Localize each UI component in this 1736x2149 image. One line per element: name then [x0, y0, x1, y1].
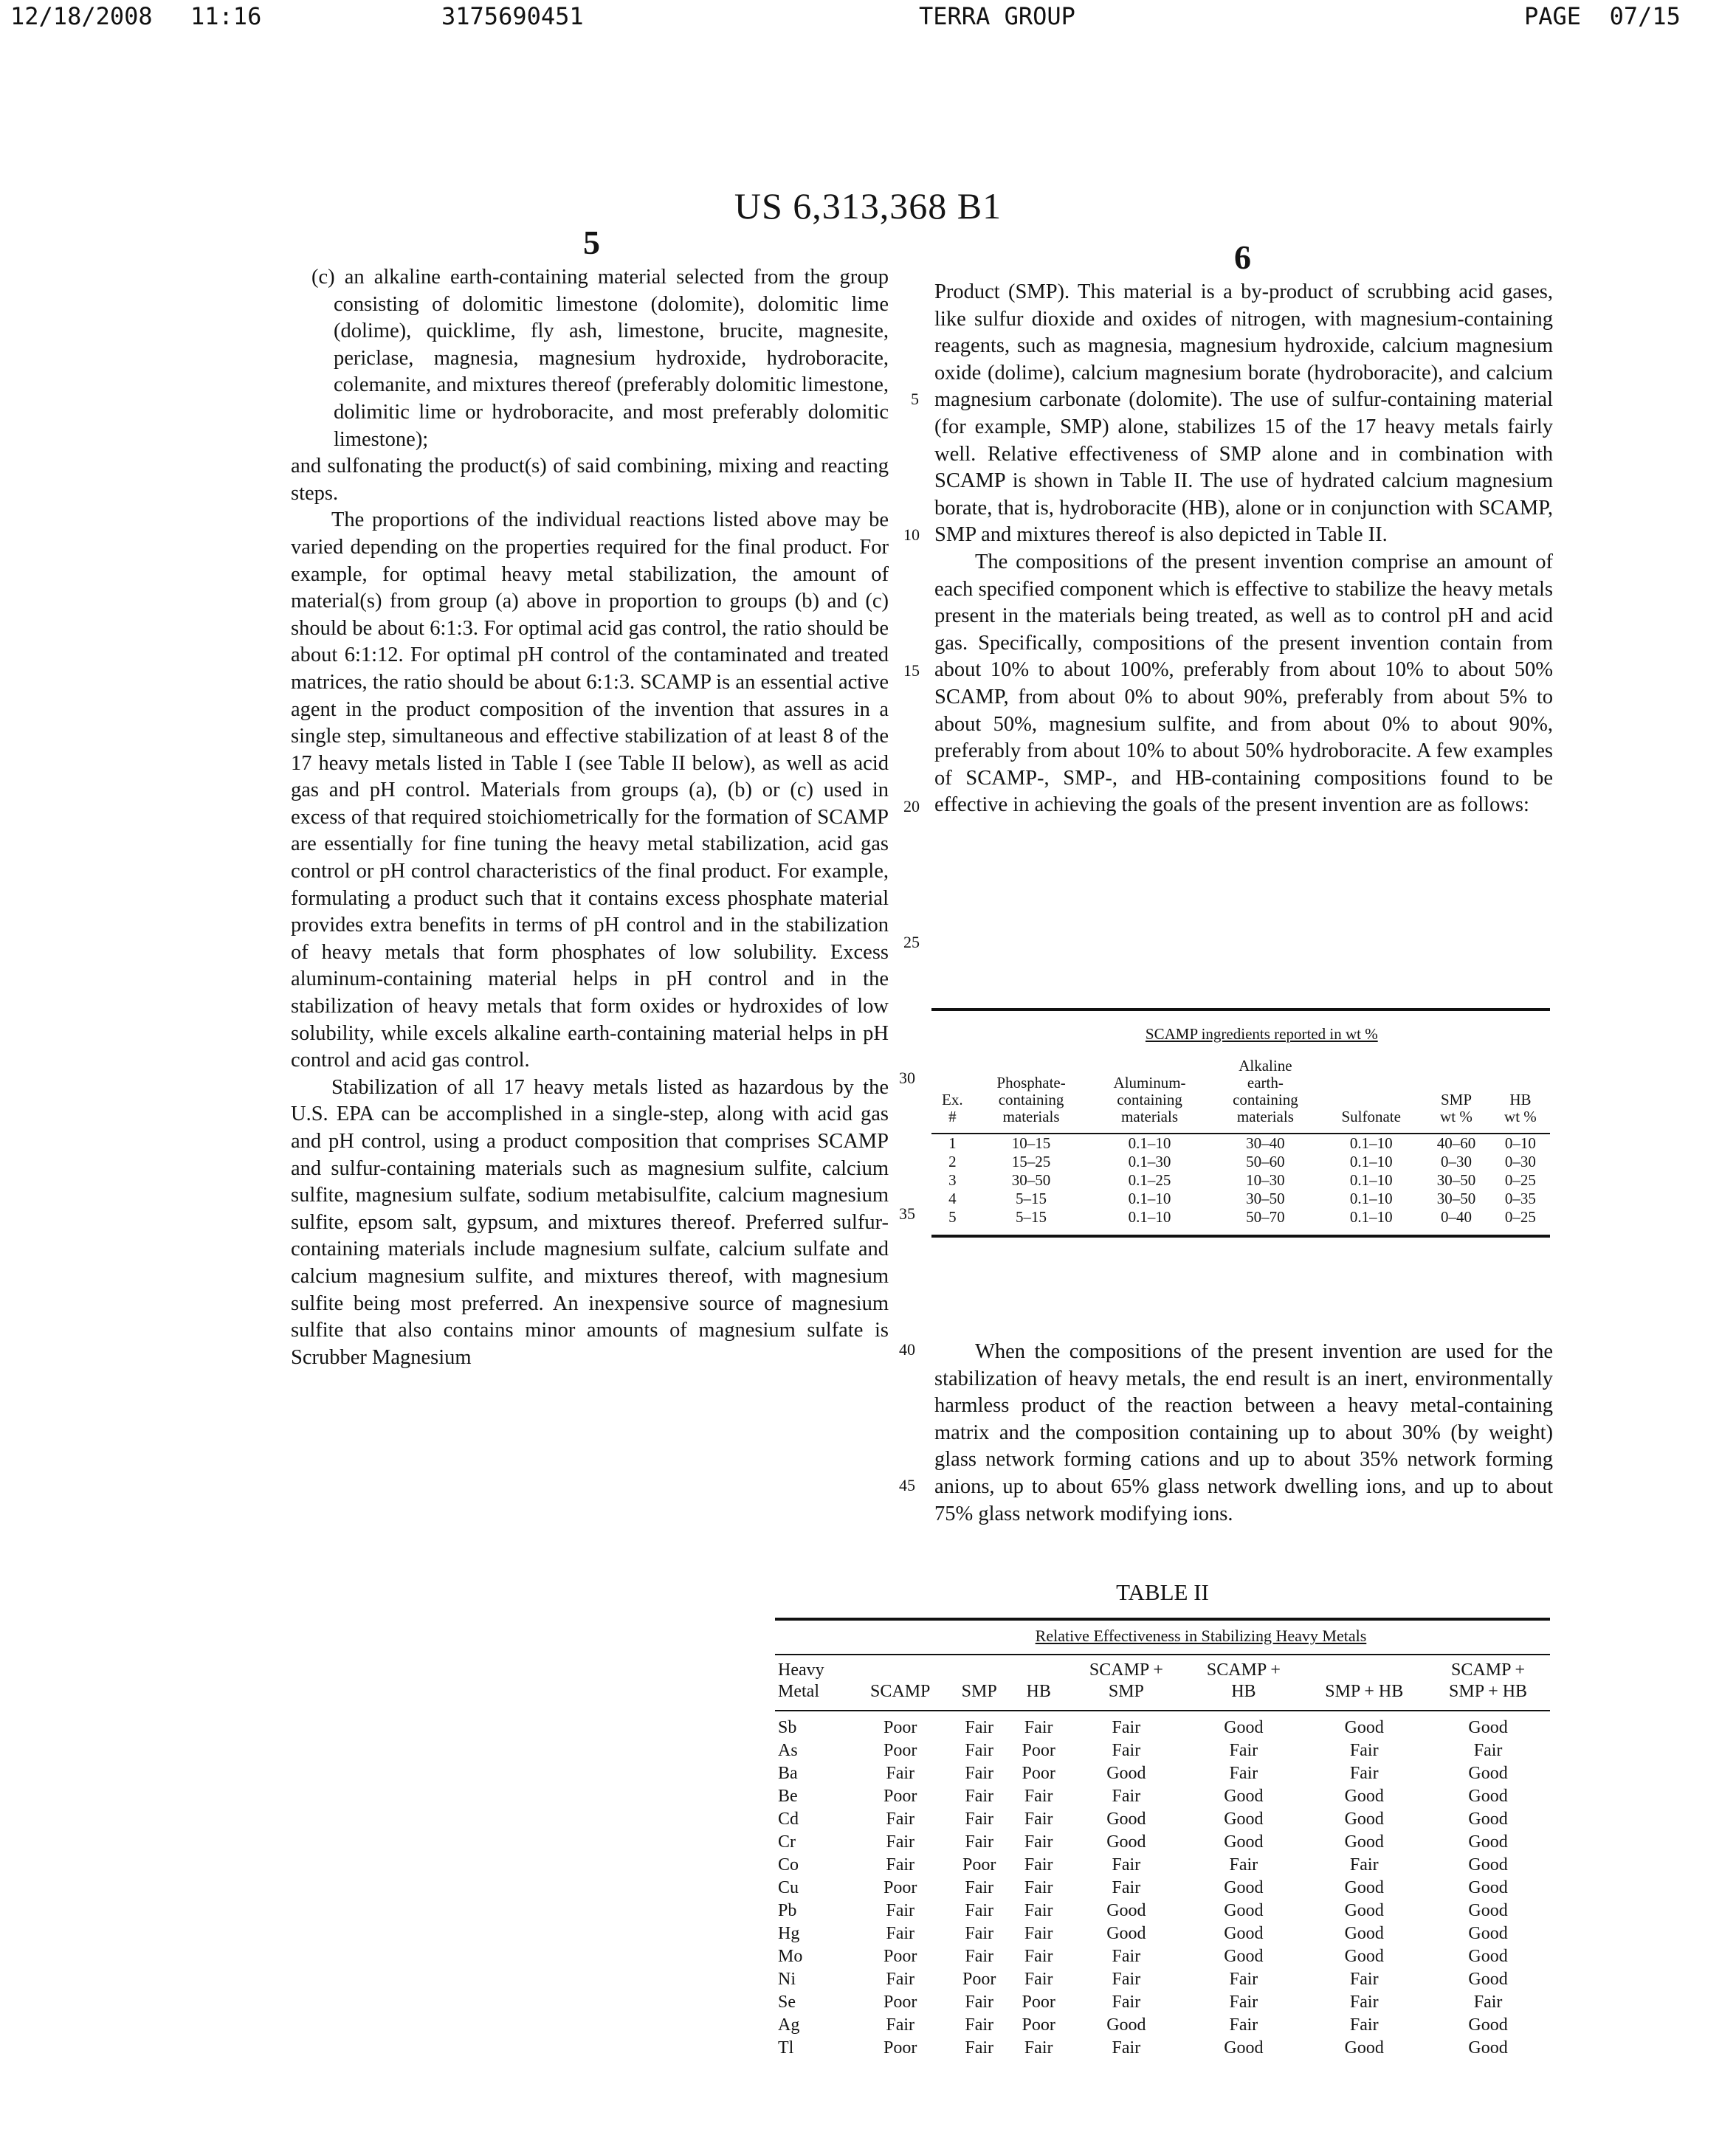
col-header-smp: SMP wt %: [1440, 1091, 1472, 1125]
rating-cell: Fair: [1112, 2038, 1141, 2057]
metal-cell: Cr: [778, 1832, 796, 1852]
col-header-scamp-smp-hb: SCAMP + SMP + HB: [1449, 1660, 1528, 1701]
rating-cell: Good: [1106, 1924, 1146, 1943]
table-header-row: [775, 1655, 1550, 1711]
rating-cell: Fair: [1349, 1764, 1379, 1783]
table-relative-effectiveness: [775, 1618, 1550, 2060]
rating-cell: Good: [1224, 1810, 1264, 1829]
rating-cell: Poor: [884, 1718, 917, 1737]
rating-cell: Fair: [1024, 1787, 1053, 1806]
rating-cell: Good: [1344, 1924, 1384, 1943]
rating-cell: Good: [1344, 1947, 1384, 1966]
right-column-lower: [934, 1339, 1553, 1528]
rating-cell: Fair: [1112, 1855, 1141, 1874]
rating-cell: Good: [1106, 1810, 1146, 1829]
rating-cell: Fair: [1112, 1947, 1141, 1966]
table-row: [775, 1831, 1550, 1854]
rating-cell: Fair: [1024, 1718, 1053, 1737]
col-header-ex: Ex. #: [942, 1091, 963, 1125]
rating-cell: Fair: [1229, 1764, 1258, 1783]
col-header-hb: HB wt %: [1504, 1091, 1537, 1125]
rating-cell: Fair: [965, 1947, 994, 1966]
rating-cell: Fair: [1024, 1878, 1053, 1897]
metal-cell: Ni: [778, 1970, 796, 1989]
fax-page: PAGE 07/15: [1524, 2, 1681, 30]
rating-cell: Good: [1344, 1832, 1384, 1852]
table-caption-row: [775, 1619, 1550, 1655]
rating-cell: Good: [1106, 1832, 1146, 1852]
table-caption: SCAMP ingredients reported in wt %: [1145, 1025, 1378, 1043]
rating-cell: Good: [1468, 1787, 1508, 1806]
metal-cell: Pb: [778, 1901, 797, 1920]
rating-cell: Fair: [1229, 1741, 1258, 1760]
paragraph-stabilization: Stabilization of all 17 heavy metals listed as hazardous by the U.S. EPA can be accomplished in a single-step, along with acid gas and pH control, using a product composition that comprises SCAMP and sulfur-containing materials such as magnesium sulfite, calcium sulfite, magnesium sulfate, sodium metabisulfite, calcium magnesium sulfite, epsom salt, gypsum, and mixtures thereof. Preferred sulfur-containing materials include magnesium sulfate, calcium sulfate and calcium magnesium sulfite, and mixtures thereof, with magnesium sulfite being most preferred. An inexpensive source of magnesium sulfite that also contains minor amounts of magnesium sulfate is Scrubber Magnesium: [291, 1075, 889, 1369]
fax-phone: 3175690451: [441, 2, 584, 30]
rating-cell: Fair: [886, 1810, 915, 1829]
rating-cell: Fair: [1349, 1741, 1379, 1760]
paragraph-proportions: The proportions of the individual reactions listed above may be varied depending on the properties required for the final product. For example, for optimal heavy metal stabilization, the amount of material(s) from group (a) above in proportion to groups (b) and (c) should be about 6:1:3. For optimal acid gas control, the ratio should be about 6:1:12. For optimal pH control of the contaminated and treated matrices, the ratio should be about 6:1:3. SCAMP is an essential active agent in the product composition of the invention that assures in a single step, simultaneous and effective stabilization of at least 8 of the 17 heavy metals listed in Table I (see Table II below), as well as acid gas and pH control. Materials from groups (a), (b) or (c) used in excess of that required stoichiometrically for the formation of SCAMP are essentially for fine tuning the heavy metal stabilization, acid gas control or pH control characteristics of the final product. For example, formulating a product such that it contains excess phosphate material provides extra benefits in terms of pH control and in the stabilization of heavy metals that form phosphates of low solubility. Excess aluminum-containing material helps in pH control and in the stabilization of heavy metals that form oxides or hydroxides of low solubility, while excels alkaline earth-containing material helps in pH control and acid gas control.: [291, 508, 889, 1072]
rating-cell: Good: [1224, 1878, 1264, 1897]
rating-cell: Fair: [1229, 2015, 1258, 2035]
rating-cell: Poor: [884, 1878, 917, 1897]
line-number: 10: [903, 525, 920, 544]
table-caption-row: [931, 1010, 1550, 1044]
table-row: [775, 1762, 1550, 1785]
metal-cell: Sb: [778, 1718, 797, 1737]
metal-cell: Be: [778, 1787, 798, 1806]
table-row: [775, 2014, 1550, 2037]
rating-cell: Fair: [886, 1970, 915, 1989]
rating-cell: Fair: [965, 1718, 994, 1737]
paragraph-end-result: When the compositions of the present invention are used for the stabilization of heavy metals, the end result is an inert, environmentally harmless product of the reaction between a heavy metal-containing matrix and the composition containing up to about 30% (by weight) glass network forming cations and up to about 35% network forming anions, up to about 65% glass network dwelling ions, and up to about 75% glass network modifying ions.: [934, 1340, 1553, 1525]
rating-cell: Poor: [884, 1947, 917, 1966]
col-header-alkaline: Alkaline earth- containing materials: [1233, 1057, 1298, 1125]
table-row: [775, 1739, 1550, 1762]
col-header-smp: SMP: [961, 1682, 997, 1701]
table-row: [775, 1877, 1550, 1900]
rating-cell: Fair: [965, 2015, 994, 2035]
rating-cell: Fair: [1024, 1924, 1053, 1943]
rating-cell: Fair: [965, 1832, 994, 1852]
rating-cell: Good: [1224, 1924, 1264, 1943]
rating-cell: Poor: [962, 1855, 996, 1874]
left-column: [291, 264, 889, 1371]
rating-cell: Fair: [1112, 1993, 1141, 2012]
rating-cell: Fair: [886, 1901, 915, 1920]
metal-cell: Hg: [778, 1924, 800, 1943]
table-row: [775, 1968, 1550, 1991]
rating-cell: Fair: [1349, 1970, 1379, 1989]
patent-number: US 6,313,368 B1: [734, 185, 1002, 227]
rating-cell: Fair: [965, 1787, 994, 1806]
table-scamp-ingredients: [931, 1008, 1550, 1238]
rating-cell: Good: [1468, 2015, 1508, 2035]
rating-cell: Poor: [884, 1741, 917, 1760]
rating-cell: Poor: [884, 1787, 917, 1806]
fax-date: 12/18/2008: [10, 2, 153, 30]
rating-cell: Fair: [1112, 1718, 1141, 1737]
table-header-row: [931, 1044, 1550, 1134]
rating-cell: Fair: [1024, 2038, 1053, 2057]
rating-cell: Good: [1344, 2038, 1384, 2057]
rating-cell: Good: [1344, 1810, 1384, 1829]
rating-cell: Good: [1106, 1901, 1146, 1920]
right-column-upper: [934, 279, 1553, 819]
rating-cell: Fair: [886, 1924, 915, 1943]
metal-cell: Cu: [778, 1878, 799, 1897]
table-row: 5 5–15 0.1–10 50–70 0.1–10 0–40 0–25: [931, 1208, 1550, 1236]
col-header-scamp-hb: SCAMP + HB: [1206, 1660, 1281, 1701]
paragraph-compositions: The compositions of the present invention comprise an amount of each specified component which is effective to stabilize the heavy metals present in the materials being treated, as well as to control pH and acid gas. Specifically, compositions of the present invention contain from about 10% to about 100%, preferably from about 10% to about 50% SCAMP, from about 0% to about 90%, preferably from about 5% to about 50%, magnesium sulfite, and from about 0% to about 90%, preferably from about 10% to about 50% hydroboracite. A few examples of SCAMP-, SMP-, and HB-containing compositions found to be effective in achieving the goals of the present invention are as follows:: [934, 550, 1553, 817]
rating-cell: Fair: [1349, 2015, 1379, 2035]
fax-header: [0, 0, 1736, 32]
rating-cell: Good: [1224, 1901, 1264, 1920]
rating-cell: Fair: [1229, 1970, 1258, 1989]
rating-cell: Good: [1468, 1764, 1508, 1783]
table-row: 2 15–25 0.1–30 50–60 0.1–10 0–30 0–30: [948, 1153, 1536, 1170]
table-row: [775, 1991, 1550, 2014]
metal-cell: Ba: [778, 1764, 798, 1783]
metal-cell: Tl: [778, 2038, 794, 2057]
rating-cell: Good: [1224, 1832, 1264, 1852]
table-row: 3 30–50 0.1–25 10–30 0.1–10 30–50 0–25: [948, 1171, 1536, 1189]
rating-cell: Fair: [1112, 1787, 1141, 1806]
metal-cell: Ag: [778, 2015, 800, 2035]
rating-cell: Fair: [965, 1901, 994, 1920]
rating-cell: Good: [1344, 1878, 1384, 1897]
table-row: [775, 1900, 1550, 1922]
left-column-number: 5: [583, 224, 600, 261]
col-header-metal: Heavy Metal: [778, 1660, 824, 1701]
table-row: 1 10–15 0.1–10 30–40 0.1–10 40–60 0–10: [931, 1134, 1550, 1153]
rating-cell: Good: [1468, 1878, 1508, 1897]
rating-cell: Fair: [1112, 1970, 1141, 1989]
rating-cell: Poor: [1022, 1741, 1055, 1760]
rating-cell: Good: [1344, 1787, 1384, 1806]
table-row: 4 5–15 0.1–10 30–50 0.1–10 30–50 0–35: [948, 1190, 1536, 1207]
fax-sender: TERRA GROUP: [919, 2, 1075, 30]
rating-cell: Good: [1106, 2015, 1146, 2035]
rating-cell: Fair: [1024, 1855, 1053, 1874]
col-header-smp-hb: SMP + HB: [1325, 1682, 1404, 1701]
rating-cell: Fair: [965, 1741, 994, 1760]
rating-cell: Fair: [965, 1993, 994, 2012]
col-header-sulfonate: Sulfonate: [1341, 1108, 1401, 1125]
rating-cell: Good: [1224, 1787, 1264, 1806]
rating-cell: Good: [1344, 1901, 1384, 1920]
rating-cell: Good: [1224, 2038, 1264, 2057]
rating-cell: Good: [1468, 1855, 1508, 1874]
rating-cell: Good: [1224, 1718, 1264, 1737]
rating-cell: Poor: [884, 1993, 917, 2012]
rating-cell: Fair: [1229, 1855, 1258, 1874]
rating-cell: Poor: [1022, 1764, 1055, 1783]
rating-cell: Fair: [1349, 1855, 1379, 1874]
rating-cell: Fair: [886, 1764, 915, 1783]
right-column-number: 6: [1234, 238, 1251, 276]
rating-cell: Fair: [965, 1878, 994, 1897]
rating-cell: Good: [1468, 1810, 1508, 1829]
rating-cell: Fair: [1024, 1810, 1053, 1829]
line-number: 45: [899, 1476, 915, 1494]
col-header-phosphate: Phosphate- containing materials: [996, 1074, 1066, 1125]
rating-cell: Good: [1468, 1718, 1508, 1737]
table-row: [775, 1854, 1550, 1877]
table-row: [775, 1922, 1550, 1945]
rating-cell: Fair: [1112, 1741, 1141, 1760]
rating-cell: Fair: [1473, 1741, 1503, 1760]
rating-cell: Fair: [1473, 1993, 1503, 2012]
rating-cell: Good: [1468, 1970, 1508, 1989]
line-number: 20: [903, 797, 920, 815]
metal-cell: Mo: [778, 1947, 803, 1966]
rating-cell: Fair: [965, 2038, 994, 2057]
rating-cell: Good: [1224, 1947, 1264, 1966]
claim-sulfonating: and sulfonating the product(s) of said combining, mixing and reacting steps.: [291, 455, 889, 505]
rating-cell: Poor: [884, 2038, 917, 2057]
rating-cell: Fair: [965, 1810, 994, 1829]
line-number: 40: [899, 1340, 915, 1359]
rating-cell: Fair: [886, 1855, 915, 1874]
rating-cell: Fair: [1112, 1878, 1141, 1897]
metal-cell: Co: [778, 1855, 799, 1874]
rating-cell: Poor: [1022, 1993, 1055, 2012]
rating-cell: Good: [1468, 1901, 1508, 1920]
rating-cell: Fair: [965, 1764, 994, 1783]
table-row: [775, 1808, 1550, 1831]
metal-cell: Cd: [778, 1810, 799, 1829]
fax-time: 11:16: [190, 2, 262, 30]
metal-cell: Se: [778, 1993, 796, 2012]
rating-cell: Fair: [1024, 1901, 1053, 1920]
rating-cell: Good: [1468, 1832, 1508, 1852]
rating-cell: Good: [1468, 2038, 1508, 2057]
line-number: 25: [903, 933, 920, 951]
rating-cell: Fair: [1024, 1970, 1053, 1989]
rating-cell: Good: [1344, 1718, 1384, 1737]
col-header-hb: HB: [1026, 1682, 1051, 1701]
rating-cell: Fair: [886, 2015, 915, 2035]
rating-cell: Poor: [1022, 2015, 1055, 2035]
metal-cell: As: [778, 1741, 798, 1760]
rating-cell: Good: [1468, 1947, 1508, 1966]
line-number: 30: [899, 1069, 915, 1087]
rating-cell: Good: [1468, 1924, 1508, 1943]
rating-cell: Poor: [962, 1970, 996, 1989]
rating-cell: Fair: [965, 1924, 994, 1943]
col-header-scamp: SCAMP: [870, 1682, 931, 1701]
col-header-aluminum: Aluminum- containing materials: [1113, 1074, 1186, 1125]
col-header-scamp-smp: SCAMP + SMP: [1089, 1660, 1163, 1701]
paragraph-smp: Product (SMP). This material is a by-product of scrubbing acid gases, like sulfur dioxide and oxides of nitrogen, with magnesium-containing reagents, such as magnesia, magnesium hydroxide, calcium magnesium oxide (dolime), calcium magnesium borate (hydroboracite), and calcium magnesium carbonate (dolomite). The use of sulfur-containing material (for example, SMP) alone, stabilizes 15 of the 17 heavy metals fairly well. Relative effectiveness of SMP alone and in combination with SCAMP is shown in Table II. The use of hydrated calcium magnesium borate, that is, hydroboracite (HB), alone or in conjunction with SCAMP, SMP and mixtures thereof is also depicted in Table II.: [934, 280, 1553, 547]
claim-c: (c) an alkaline earth-containing material selected from the group consisting of dolomitic limestone (dolomite), dolomitic lime (dolime), quicklime, fly ash, limestone, brucite, magnesite, periclase, magnesia, magnesium hydroxide, hydroboracite, colemanite, and mixtures thereof (preferably dolomitic limestone, dolimitic lime or hydroboracite, and most preferably dolomitic limestone);: [311, 266, 889, 451]
rating-cell: Fair: [886, 1832, 915, 1852]
rating-cell: Good: [1106, 1764, 1146, 1783]
table-row: [775, 1711, 1550, 1739]
rating-cell: Fair: [1229, 1993, 1258, 2012]
table-row: [775, 1785, 1550, 1808]
line-number: 35: [899, 1204, 915, 1223]
table-caption: Relative Effectiveness in Stabilizing Heavy Metals: [1035, 1627, 1367, 1645]
line-number: 15: [903, 661, 920, 680]
table-row: [775, 2037, 1550, 2060]
rating-cell: Fair: [1349, 1993, 1379, 2012]
table-title: TABLE II: [1116, 1579, 1209, 1605]
rating-cell: Fair: [1024, 1832, 1053, 1852]
line-number: 5: [911, 390, 919, 408]
table-row: [775, 1945, 1550, 1968]
rating-cell: Fair: [1024, 1947, 1053, 1966]
